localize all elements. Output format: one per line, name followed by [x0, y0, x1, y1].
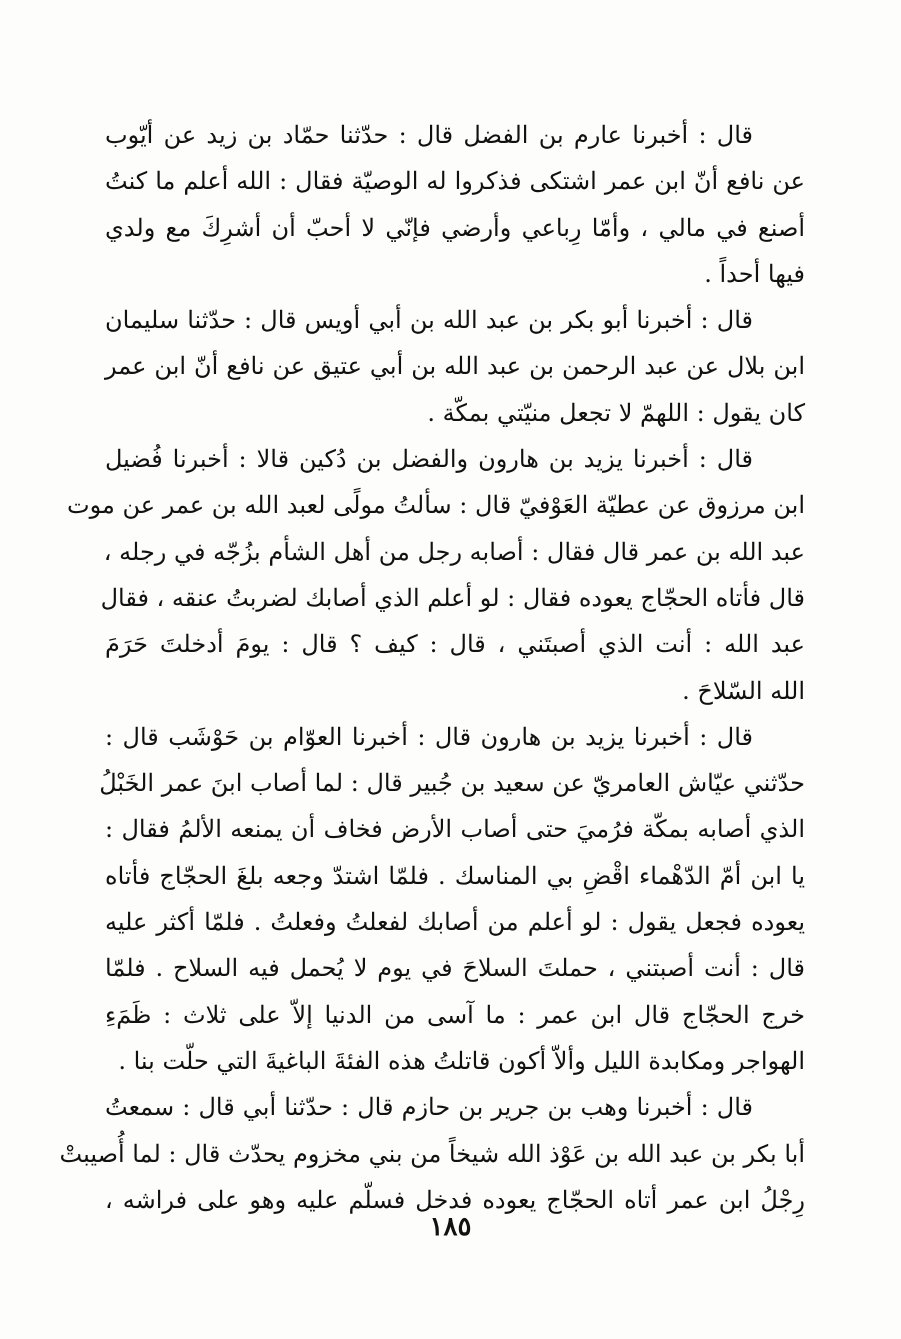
text-line: قال : أنت أصبتني ، حملتَ السلاحَ في يوم لا يُحمل فيه السلاح . فلمّا — [105, 954, 805, 983]
text-line: عبد الله بن عمر قال فقال : أصابه رجل من أهل الشأم بزُجّه في رجله ، — [103, 537, 805, 566]
text-line: الذي أصابه بمكّة فرُميَ حتى أصاب الأرض فخاف أن يمنعه الألمُ فقال : — [105, 815, 805, 844]
text-line: ابن مرزوق عن عطيّة العَوْفيّ قال : سألتُ مولًى لعبد الله بن عمر عن موت — [67, 491, 805, 520]
text-line: قال : أخبرنا وهب بن جرير بن حازم قال : حدّثنا أبي قال : سمعتُ — [105, 1093, 753, 1122]
paragraph — [67, 436, 805, 714]
text-line: يا ابن أمّ الدّهْماء اقْضِ بي المناسك . فلمّا اشتدّ وجعه بلغَ الحجّاج فأتاه — [105, 861, 805, 890]
text-line: الله السّلاحَ . — [682, 676, 805, 705]
page-body — [59, 112, 806, 1223]
text-line: الهواجر ومكابدة الليل وألاّ أكون قاتلتُ هذه الفئةَ الباغيةَ التي حلّت بنا . — [118, 1046, 805, 1075]
paragraph — [99, 714, 805, 1084]
paragraph — [105, 297, 805, 436]
text-line: فيها أحداً . — [704, 259, 805, 288]
text-line: ابن بلال عن عبد الرحمن بن عبد الله بن أبي عتيق عن نافع أنّ ابن عمر — [105, 352, 806, 381]
text-line: قال فأتاه الحجّاج يعوده فقال : لو أعلم الذي أصابك لضربتُ عنقه ، فقال — [100, 583, 805, 612]
text-line: قال : أخبرنا أبو بكر بن عبد الله بن أبي أويس قال : حدّثنا سليمان — [105, 306, 753, 335]
text-line: كان يقول : اللهمّ لا تجعل منيّتي بمكّة . — [427, 398, 805, 427]
text-line: يعوده فجعل يقول : لو أعلم من أصابك لفعلتُ وفعلتُ . فلمّا أكثر عليه — [105, 908, 805, 937]
paragraph — [105, 112, 805, 297]
page-number: ١٨٥ — [429, 1212, 472, 1242]
text-line: خرج الحجّاج قال ابن عمر : ما آسى من الدنيا إلاّ على ثلاث : ظَمَءِ — [105, 1000, 805, 1029]
text-line: قال : أخبرنا عارم بن الفضل قال : حدّثنا حمّاد بن زيد عن أيّوب — [105, 121, 753, 149]
text-line: حدّثني عيّاش العامريّ عن سعيد بن جُبير قال : لما أصاب ابنَ عمر الخَبْلُ — [99, 769, 805, 798]
text-line: أبا بكر بن عبد الله بن عَوْذ الله شيخاً من بني مخزوم يحدّث قال : لما أُصيبتْ — [59, 1139, 805, 1168]
text-line: قال : أخبرنا يزيد بن هارون والفضل بن دُكين قالا : أخبرنا فُضيل — [105, 445, 753, 474]
text-line: رِجْلُ ابن عمر أتاه الحجّاج يعوده فدخل فسلّم عليه وهو على فراشه ، — [105, 1185, 805, 1214]
text-line: أصنع في مالي ، وأمّا رِباعي وأرضي فإنّي لا أحبّ أن أشرِكَ مع ولدي — [105, 213, 805, 242]
text-line: عن نافع أنّ ابن عمر اشتكى فذكروا له الوصيّة فقال : الله أعلم ما كنتُ — [105, 167, 805, 196]
text-line: قال : أخبرنا يزيد بن هارون قال : أخبرنا العوّام بن حَوْشَب قال : — [105, 722, 754, 751]
text-line: عبد الله : أنت الذي أصبتَني ، قال : كيف ؟ قال : يومَ أدخلتَ حَرَمَ — [105, 630, 805, 659]
paragraph — [59, 1084, 805, 1223]
